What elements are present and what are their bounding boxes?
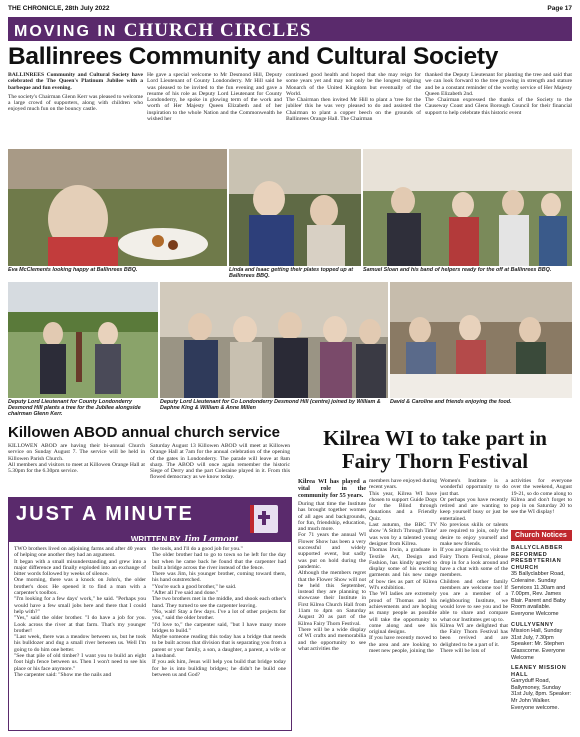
article1-col1 bbox=[8, 72, 143, 148]
notice-text: Mission Hall, Sunday 31st July, 7.30pm Speaker: Mr. Stephen Glasscorne. Everyone Welcome bbox=[511, 628, 566, 661]
photo-linda-isaac bbox=[229, 149, 361, 266]
caption-eva: Eva McClements looking happy at Ballinrees BBQ. bbox=[8, 267, 138, 273]
article1-headline: Ballinrees Community and Cultural Society bbox=[8, 43, 499, 70]
photo-david-caroline bbox=[390, 282, 572, 398]
church-notices-heading: Church Notices bbox=[511, 530, 572, 541]
article3-col2: members have enjoyed during recent years. This year, Kilrea WI have chosen to support Guide Dogs for the Blind through donations and a Friendly Quiz. Last autumn, the BBC TV show 'A Stitch Through Time' was won by a talented young designer from Kilrea. Thomas Irwin, a graduate in Textile Art, Design and Fashion, has kindly agreed to display some of his exciting garments and his new range of bow ties as part of Kilrea WI's exhibition. The WI ladies are extremely proud of Thomas and his achievements and are hoping as many people as possible will take the opportunity to come along and see his original designs. If you have recently moved to the area and are looking to meet new people, joining the bbox=[369, 478, 437, 655]
page-header bbox=[8, 4, 572, 16]
photo-samuel-sloan bbox=[363, 149, 572, 266]
article3-col1-text: During that time the Institute has brought together women of all ages and backgrounds, for fun, friendship, education, and much more. For 71 years the annual WI Flower Show has been a very successful and widely supported event, but sadly was put on hold during the pandemic. Although the members regret that the Flower Show will not be held this September, instead they are planning to showcase their Institute in First Kilrea Church Hall from 11am to 4pm on Saturday August 20 as part of the Kilrea Fairy Thorn Festival. There will be a wide display of WI crafts and memorabilia and the opportunity to see what activities the bbox=[298, 501, 366, 652]
notice-text: Garryduff Road, Ballymoney, Sunday 31st July, 8pm. Speaker: Mr John Walker. Everyone welcome. bbox=[511, 678, 572, 711]
photo-tree-planting bbox=[8, 282, 158, 398]
article2-col1: KILLOWEN ABOD are having their bi-annual Church service on Sunday August 7. The service will be held in Killowen Parish Church. All members and visitors to meet at Killowen Orange Hall at 5.30pm for the 6.30pm service. bbox=[8, 443, 145, 475]
byline-prefix: WRITTEN BY bbox=[130, 535, 181, 544]
caption-lord-lieutenant: Deputy Lord Lieutenant for Co Londonderry Desmond Hill (centre) joined by William & Daphne King & William & Anne Millen bbox=[160, 399, 381, 411]
list-item bbox=[511, 545, 572, 618]
section-banner bbox=[8, 17, 572, 41]
caption-samuel: Samuel Sloan and his band of helpers ready for the off at Ballinrees BBQ. bbox=[363, 267, 552, 273]
just-a-minute-banner bbox=[8, 497, 292, 545]
notice-name: LEANEY MISSION HALL bbox=[511, 665, 567, 678]
bible-icon bbox=[244, 501, 284, 537]
just-a-minute-box bbox=[8, 541, 292, 731]
section-banner-title bbox=[14, 20, 311, 42]
caption-david-caroline: David & Caroline and friends enjoying the food. bbox=[390, 399, 512, 405]
just-a-minute-title: JUST A MINUTE bbox=[16, 503, 194, 525]
church-notices-list bbox=[511, 545, 572, 731]
minute-col1: TWO brothers lived on adjoining farms and after 40 years of helping one another they had an argument. It began with a small misunderstanding and grew into a major difference and finally exploded into an exchange of bitter words followed by weeks of silence. One morning, there was a knock on John's, the older brother's door. He opened it to find a man with a carpenter's toolbox. "I'm looking for a few days' work," he said. "Perhaps you would have a few small jobs here and there that I could help with?" "Yes," said the older brother. "I do have a job for you. Look across the river at that farm. That's my younger brother! "Last week, there was a meadow between us, but he took his bulldozer and dug a small river between us. Well I'm going to do him one better. "See that pile of old timber? I want you to build an eight foot high fence between us. Then I won't need to see his place or his face anymore." The carpenter said: "Show me the nails and bbox=[14, 546, 146, 678]
byline-author: Jim Lamont bbox=[182, 533, 238, 545]
caption-tree-planting: Deputy Lord Lieutenant for County Londonderry Desmond Hill plants a tree for the Jubilee alongside chairman Glenn Kerr. bbox=[8, 399, 141, 417]
article1-col3: continued good health and hoped that she may reign for some years yet and may not only be the longest reigning Monarch of the United Kingdom but eventually of the World. The Chairman then invited Mr Hill to plant a 'tree for the jubilee' this he was very pleased to do and assisted the Chairman to plant a copper beech on the grounds of Ballinrees Orange Hall. The Chairman bbox=[286, 72, 421, 123]
banner-main: CHURCH CIRCLES bbox=[123, 20, 312, 41]
article3-headline: Kilrea WI to take part in Fairy Thorn Festival bbox=[323, 426, 547, 473]
article3-col4: activities for everyone over the weekend, August 19-21, so do come along to Kilrea and don't forget to pop in on Saturday 20 to see the WI display! bbox=[511, 478, 572, 516]
caption-linda-isaac: Linda and Isaac getting their plates topped up at Ballinrees BBQ. bbox=[229, 267, 353, 279]
list-item bbox=[511, 622, 572, 662]
notice-name: BALLYCLABBER REFORMED PRESBYTERIAN CHURCH bbox=[511, 545, 563, 571]
photo-lord-lieutenant-group bbox=[160, 282, 388, 398]
minute-col2: the tools, and I'll do a good job for you." The older brother had to go to town so he left for the day but when he came back he found that the carpenter had built a bridge across the river instead of the fence. There was Jim, his younger brother, coming toward them, his hand outstretched. "You're such a good brother," he said. "After all I've said and done." The two brothers met in the middle, and shook each other's hand. They turned to see the carpenter leaving. "No, wait! Stay a few days. I've a lot of other projects for you," said the older brother. "I'd love to," the carpenter said, "but I have many more bridges to build." Maybe someone reading this today has a bridge that needs to be built across that division that is separating you from a parent or your family, a son, a daughter, a parent, a wife or a husband. If you ask him, Jesus will help you build that bridge today for he is into building bridges; he didn't he build one between us and God? bbox=[152, 546, 286, 678]
article3-col1 bbox=[298, 478, 366, 731]
article3-col3: Women's Institute is a wonderful opportunity to do just that. Or perhaps you have recently retired and are wanting to keep yourself busy or just be entertained. No previous skills or talents are required to join, only the desire to enjoy yourself and make new friends. If you are planning to visit the Fairy Thorn Festival, please drop in for a look around and have a chat with some of the members. Children and other family members are welcome too! If you are a member of a neighbouring Institute, we would love to see you and be able to share and compare what our Institutes get up to. Kilrea WI are delighted that the Fairy Thorn Festival has been revived and are delighted to be a part of it. There will be lots of bbox=[440, 478, 508, 655]
article2-col2: Saturday August 13 Killowen ABOD will meet at Killowen Orange Hall at 7am for the annual celebration of the opening of the gates in Londonderry. The parade will leave at 8am sharp. The ABOD will once again remember the historic Siege of Derry and the part Coleraine played in it. From this flowed democracy as we know today. bbox=[150, 443, 290, 481]
notice-name: CULLYVENNY bbox=[511, 621, 554, 628]
article2-headline: Killowen ABOD annual church service bbox=[8, 424, 281, 441]
photo-eva-bbq bbox=[8, 149, 227, 266]
list-item bbox=[511, 665, 572, 711]
page-number: Page 17 bbox=[547, 5, 572, 12]
notice-text: 35 Ballyclabber Road, Coleraine. Sunday Services 11.30am and 7.00pm, Rev. James Blair. Parent and Baby Room available. Everyone Welcome bbox=[511, 571, 566, 617]
article1-col4: thanked the Deputy Lieutenant for planting the tree and said that we can look forward to the tree growing in strength and stature and be a constant reminder of the worthy service of Her Majesty Queen Elizabeth 2nd. The Chairman expressed the thanks of the Society to the Causeway Coast and Glens Borough Council for their financial support to help celebrate this historic event bbox=[425, 72, 572, 116]
article1-col2: He gave a special welcome to Mr Desmond Hill, Deputy Lord Lieutenant of County Londonderry. Mr Hill said he was pleased to be invited to the fun evening and gave a resume of his role as Deputy Lord Lieutenant for County Londonderry, he spoke in glowing term of the work and worth of Her Majesty Queen Elizabeth and of her inspiration to the whole Nation and the Commonwealth he wished her bbox=[147, 72, 282, 123]
article3-lead: Kilrea WI has played a vital role in the community for 55 years. bbox=[298, 478, 366, 499]
banner-prefix: MOVING IN bbox=[14, 23, 118, 40]
article1-lead: BALLINREES Community and Cultural Society have celebrated the The Queen's Platinum Jubilee with a barbeque and fun evening. bbox=[8, 72, 143, 91]
publication-name: THE CHRONICLE, 28th July 2022 bbox=[8, 5, 110, 12]
article1-col1-text: The society's Chairman Glenn Kerr was pleased to welcome a large crowd of supporters, along with children who enjoyed much fun on the bouncy castle. bbox=[8, 93, 143, 113]
